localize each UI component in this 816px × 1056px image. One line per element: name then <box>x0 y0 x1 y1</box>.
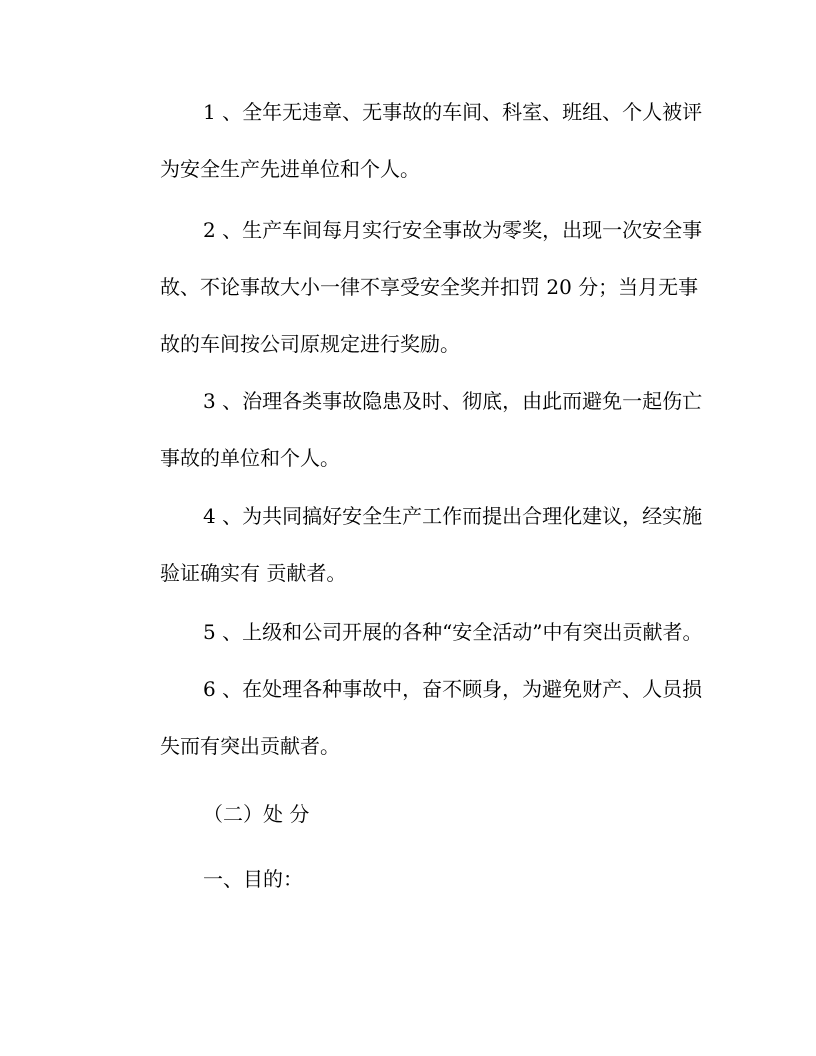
paragraph-line: 为安全生产先进单位和个人。 <box>160 157 420 181</box>
paragraph-line: 事故的单位和个人。 <box>160 446 340 470</box>
paragraph-6 <box>120 661 703 775</box>
section-heading-disposition <box>120 786 695 843</box>
paragraph-line: 验证确实有 贡献者。 <box>160 561 347 585</box>
paragraph-3 <box>120 373 703 487</box>
paragraph-line: 失而有突出贡献者。 <box>160 734 340 758</box>
paragraph-line: 2 、生产车间每月实行安全事故为零奖，出现一次安全事 <box>203 218 703 242</box>
paragraph-line: 4 、为共同搞好安全生产工作而提出合理化建议，经实施 <box>203 504 703 528</box>
paragraph-line: 1 、全年无违章、无事故的车间、科室、班组、个人被评 <box>203 100 703 124</box>
paragraph-5 <box>120 604 703 661</box>
heading-line: 一、目的： <box>203 867 303 891</box>
paragraph-line: 故、不论事故大小一律不享受安全奖并扣罚 20 分；当月无事 <box>160 275 699 299</box>
paragraph-2 <box>120 202 703 373</box>
paragraph-line: 6 、在处理各种事故中，奋不顾身，为避免财产、人员损 <box>203 677 703 701</box>
section-heading-purpose <box>120 851 695 908</box>
paragraph-line: 故的车间按公司原规定进行奖励。 <box>160 332 460 356</box>
paragraph-1 <box>120 84 703 198</box>
paragraph-line: 5 、上级和公司开展的各种“安全活动”中有突出贡献者。 <box>203 620 703 644</box>
paragraph-line: 3 、治理各类事故隐患及时、彻底，由此而避免一起伤亡 <box>203 389 703 413</box>
paragraph-4 <box>120 488 703 602</box>
heading-line: （二）处 分 <box>203 802 310 826</box>
